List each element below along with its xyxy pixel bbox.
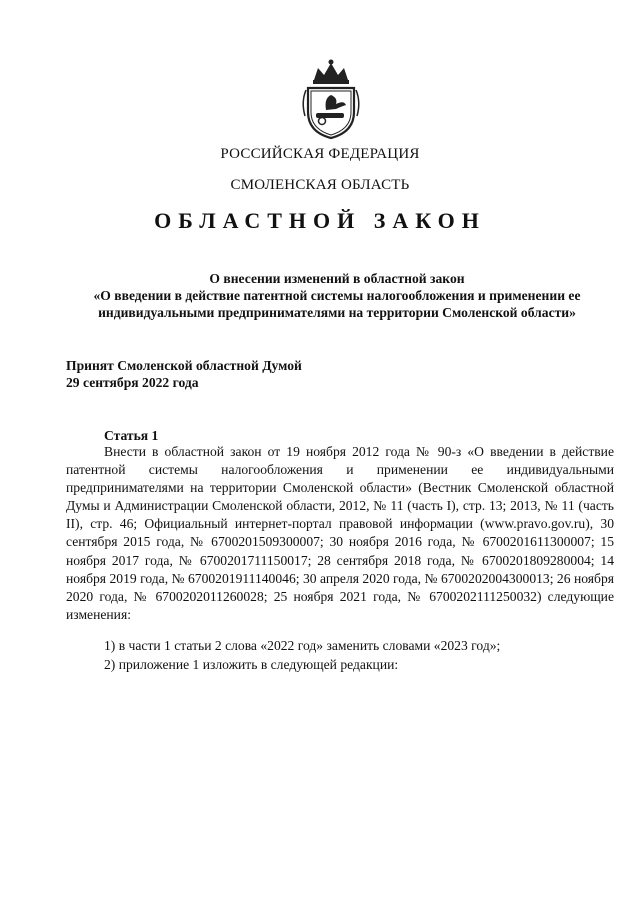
adoption-info — [66, 357, 302, 391]
coat-of-arms-icon — [300, 58, 362, 140]
article-item-2: 2) приложение 1 изложить в следующей редакции: — [104, 657, 399, 672]
law-title-line2: «О введении в действие патентной системы налогообложения и применении ее индивидуальными предпринимателями на территории Смоленской области» — [93, 288, 581, 320]
article-heading: Статья 1 — [104, 428, 159, 443]
law-title — [60, 270, 614, 321]
law-type-heading: ОБЛАСТНОЙ ЗАКОН — [154, 208, 486, 233]
law-title-line1: О внесении изменений в областной закон — [209, 271, 465, 286]
federation-heading: РОССИЙСКАЯ ФЕДЕРАЦИЯ — [220, 146, 420, 162]
adoption-date: 29 сентября 2022 года — [66, 375, 199, 390]
adoption-body: Принят Смоленской областной Думой — [66, 358, 302, 373]
article-item-1: 1) в части 1 статьи 2 слова «2022 год» заменить словами «2023 год»; — [104, 638, 501, 653]
article-body: Внести в областной закон от 19 ноября 2012 года № 90-з «О введении в действие патентной системы налогообложения и применении ее индивидуальными предпринимателями на территории Смоленской области» (Вестник Смоленской областной Думы и Администрации Смоленской области, 2012, № 11 (часть I), стр. 13; 2013, № 11 (часть II), стр. 46; Официальный интернет-портал правовой информации (www.pravo.gov.ru), 30 сентября 2015 года, № 6700201509300007; 30 ноября 2016 года, № 6700201611300007; 15 ноября 2017 года, № 6700201711150017; 28 сентября 2018 года, № 6700201809280004; 14 ноября 2019 года, № 6700201911140046; 30 апреля 2020 года, № 6700202004300013; 26 ноября 2020 года, № 6700202011260028; 25 ноября 2021 года, № 6700202111250032) следующие изменения: — [66, 444, 614, 622]
region-heading: СМОЛЕНСКАЯ ОБЛАСТЬ — [230, 177, 410, 193]
